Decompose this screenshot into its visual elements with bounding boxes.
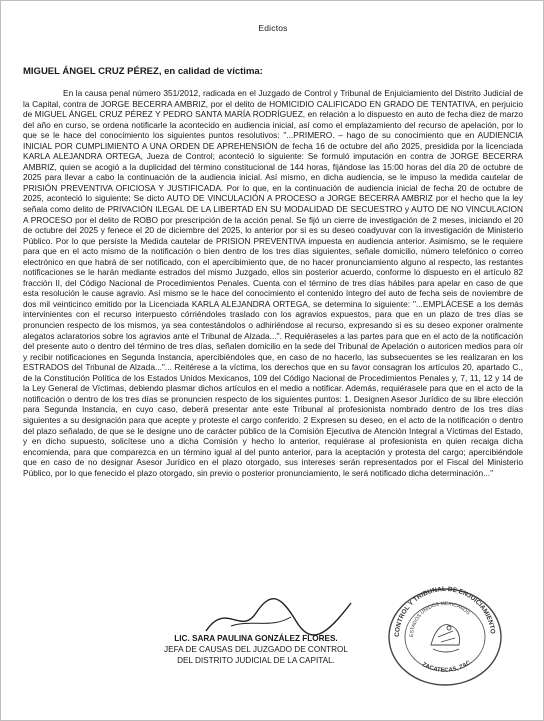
seal-outer-text: CONTROL Y TRIBUNAL DE ENJUICIAMIENTO bbox=[393, 585, 496, 638]
signature-block bbox=[156, 633, 356, 666]
addressee-line: MIGUEL ÁNGEL CRUZ PÉREZ, en calidad de víctima: bbox=[23, 66, 263, 77]
seal-inner-text: ESTADOS UNIDOS MEXICANOS bbox=[408, 600, 471, 638]
eagle-emblem-icon bbox=[431, 625, 460, 652]
svg-text:ZACATECAS, ZAC. bbox=[421, 659, 474, 674]
signer-name: LIC. SARA PAULINA GONZÁLEZ FLORES. bbox=[174, 634, 338, 643]
seal-bottom-text: ZACATECAS, ZAC. bbox=[420, 659, 474, 674]
svg-text:CONTROL Y TRIBUNAL DE ENJUICIA bbox=[394, 586, 496, 637]
court-seal bbox=[383, 579, 508, 687]
signer-role-line2: DEL DISTRITO JUDICIAL DE LA CAPITAL. bbox=[177, 656, 335, 665]
svg-text:ESTADOS UNIDOS MEXICANOS bbox=[409, 601, 471, 637]
signer-role-line1: JEFA DE CAUSAS DEL JUZGADO DE CONTROL bbox=[164, 645, 348, 654]
page-title: Edictos bbox=[258, 23, 288, 33]
edict-body: En la causa penal número 351/2012, radicada en el Juzgado de Control y Tribunal de Enjuiciamiento del Distrito Judicial de la Capital, contra de JORGE BECERRA AMBRIZ, por el delito de HOMICIDIO CALIFICADO EN GRADO DE TENTATIVA, en perjuicio de MIGUEL ÁNGEL CRUZ PÉREZ Y PEDRO SANTA MARÍA RODRÍGUEZ, en relación a lo dispuesto en auto de fecha diez de marzo del año en curso, se ordena notificarle la acontecido en audiencia inicial, así como el emplazamiento del recurso de apelación, por lo que se le hace del conocimiento los siguientes puntos resolutivos: "...PRIMERO. – hago de su conocimiento que en AUDIENCIA INICIAL POR CUMPLIMIENTO A UNA ORDEN DE APREHENSIÓN de fecha 16 de octubre del año 2025, presidida por la licenciada KARLA ALEJANDRA ORTEGA, Jueza de Control; aconteció lo siguiente: Se formuló imputación en contra de JORGE BECERRA AMBRIZ, quien se acogió a la duplicidad del término constitucional de 144 horas, fijándose las 15:00 horas del día 20 de octubre de 2025 para llevar a cabo la continuación de la audiencia inicial. Así mismo, en dicha audiencia, se le impuso la medida cautelar de PRISIÓN PREVENTIVA OFICIOSA Y JUSTIFICADA. Por lo que, en la continuación de audiencia inicial de fecha 20 de octubre de 2025, aconteció lo siguiente: Se dicto AUTO DE VINCULACIÓN A PROCESO a JORGE BECERRA AMBRIZ por el hecho que la ley señala como delito de PRIVACIÓN ILEGAL DE LA LIBERTAD EN SU MODALIDAD DE SECUESTRO y AUTO DE NO VINCULACION A PROCESO por el delito de ROBO por prescripción de la acción penal. Se fijó un cierre de investigación de 2 meses, iniciando el 20 de octubre del 2025 y fenece el 20 de diciembre del 2025, lo anterior por si es su deseo coadyuvar con la investigación de Ministerio Público. Por lo que persiste la Medida cautelar de PRISION PREVENTIVA impuesta en audiencia anterior. Asimismo, se le requiere para que en el acto mismo de la notificación o bien dentro de los tres días siguientes, señale domicilio, número telefónico o correo electrónico en que habrá de ser notificado, con el apercibimiento que, de no hacer pronunciamiento alguno al respecto, las restantes notificaciones se le harán mediante estrados del mismo Juzgado, ellos sin posterior acuerdo, conforme lo dispuesto en el artículo 82 fracción II, del Código Nacional de Procedimientos Penales. Cuenta con el término de tres días hábiles para apelar en caso de que esta resolución le cause agravio. Así mismo se le hace del conocimiento el contenido íntegro del auto de fecha seis de noviembre de dos mil veinticinco emitido por la Licenciada KARLA ALEJANDRA ORTEGA, se determina lo siguiente: "...EMPLÁCESE a los demás intervinientes con el recurso interpuesto córriéndoles traslado con los agravios expuestos, para que en un plazo de tres días se pronuncien respecto de los mismos, ya sea contestándolos o adhiriéndose al recurso, expresando si es su deseo exponer oralmente alegatos aclaratorios sobre los agravios ante el Tribunal de Alzada...". Requiéraseles a las partes para que en el acto de la notificación del presente auto o dentro del término de tres días, señalen domicilio en la sede del Tribunal de Apelación o autoricen medios para oír y recibir notificaciones en Segunda Instancia, apercibiéndoles que, en caso de no hacerlo, las subsecuentes se les realizaran en los ESTRADOS del Tribunal de Alzada..."... Reitérese a la víctima, los derechos que en su favor consagran los artículos 20, apartado C., de la Constitución Política de los Estados Unidos Mexicanos, 109 del Código Nacional de Procedimientos Penales y, 7, 11, 12 y 14 de la Ley General de Víctimas, debiendo plasmar dichos artículos en el medio a notificar. Además, requiérasele para que en el acto de la notificación o dentro de los tres días se pronuncien respecto de los siguientes puntos: 1. Designen Asesor Jurídico de su libre elección para Segunda Instancia, en cuyo caso, deberá presentar ante este Tribunal al profesionista nombrado dentro de los tres días siguientes a su designación para que acepte y proteste el cargo conferido. 2 Expresen su deseo, en el acto de la notificación o dentro del plazo señalado, de que se le designe uno de carácter público de la Comisión Ejecutiva de Atención Integral a Víctimas del Estado, y en dicho supuesto, solicítese uno a dicha Comisión y hecho lo anterior, requiérase al profesionista en quien recaiga dicha encomienda, para que comparezca en un término igual al del punto anterior, para la aceptación y protesta del cargo; apercibiéndole que en caso de no designar Asesor Jurídico en el plazo otorgado, sus intereses serán representados por el Fiscal del Ministerio Público, por lo que fenecido el plazo otorgado, sin previo o posterior pronunciamiento, le será notificado dicha determinación..." bbox=[23, 88, 523, 478]
